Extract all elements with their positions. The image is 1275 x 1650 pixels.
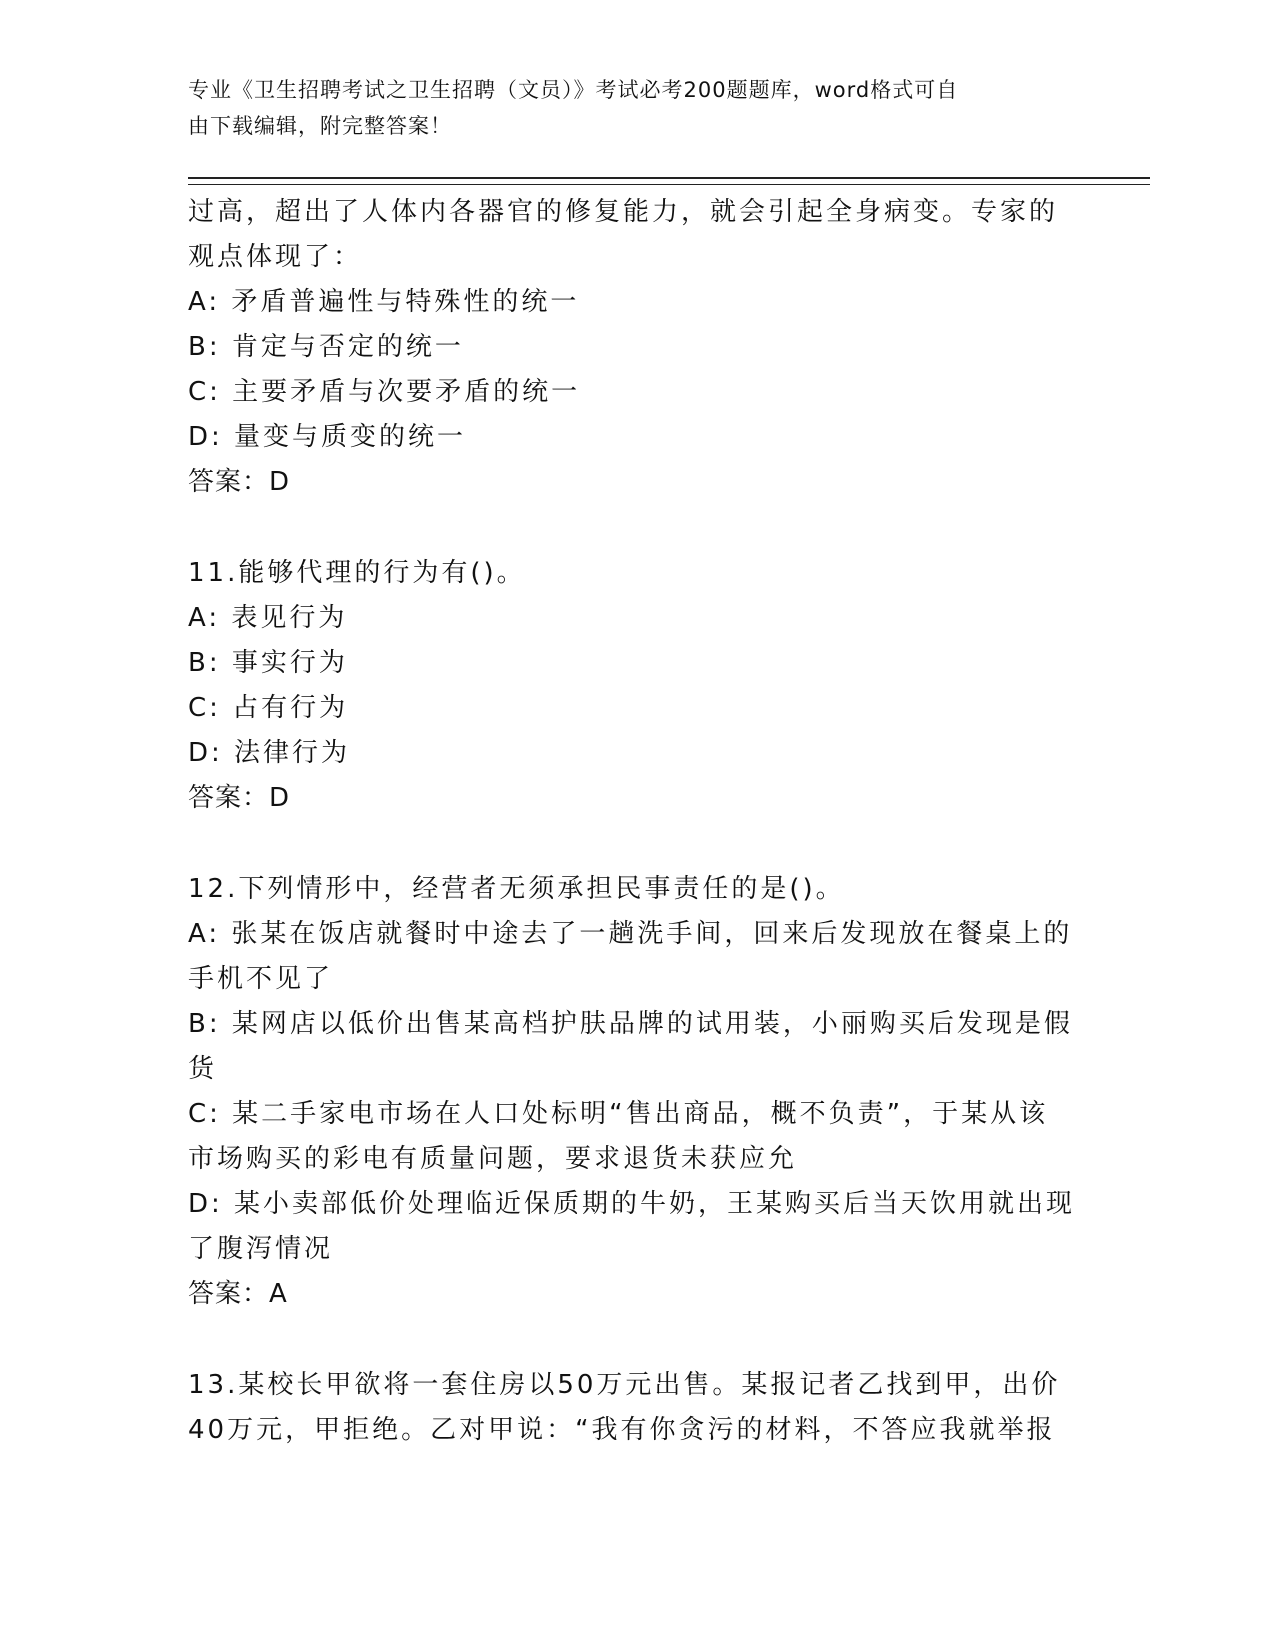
question-13	[188, 1363, 1078, 1453]
question-12	[188, 867, 1078, 1317]
header-title-line-2: 由下载编辑，附完整答案！	[188, 114, 452, 138]
option-b: B: 事实行为	[188, 648, 348, 678]
question-11	[188, 551, 1078, 821]
question-stem: 40万元，甲拒绝。乙对甲说：“我有你贪污的材料，不答应我就举报	[188, 1415, 1056, 1445]
question-list	[188, 190, 1078, 1453]
answer-label: 答案：D	[188, 783, 291, 813]
option-d-continued: 了腹泻情况	[188, 1234, 334, 1264]
question-10	[188, 190, 1078, 505]
question-stem: 过高，超出了人体内各器官的修复能力，就会引起全身病变。专家的	[188, 197, 1059, 227]
question-stem: 13.某校长甲欲将一套住房以50万元出售。某报记者乙找到甲，出价	[188, 1370, 1061, 1400]
option-b: B: 肯定与否定的统一	[188, 332, 464, 362]
header-divider-thin	[188, 184, 1150, 185]
option-a: A: 矛盾普遍性与特殊性的统一	[188, 287, 580, 317]
option-c: C: 某二手家电市场在人口处标明“售出商品，概不负责”，于某从该	[188, 1099, 1049, 1129]
option-c: C: 主要矛盾与次要矛盾的统一	[188, 377, 581, 407]
option-a: A: 表见行为	[188, 603, 348, 633]
question-stem: 观点体现了：	[188, 242, 363, 272]
question-stem: 11.能够代理的行为有()。	[188, 558, 526, 588]
question-spacer	[188, 1317, 1078, 1363]
option-c-continued: 市场购买的彩电有质量问题，要求退货未获应允	[188, 1144, 798, 1174]
option-a-continued: 手机不见了	[188, 964, 334, 994]
option-a: A: 张某在饭店就餐时中途去了一趟洗手间，回来后发现放在餐桌上的	[188, 919, 1073, 949]
answer-label: 答案：D	[188, 467, 291, 497]
option-d: D: 法律行为	[188, 738, 351, 768]
document-header	[188, 72, 1068, 144]
option-d: D: 某小卖部低价处理临近保质期的牛奶，王某购买后当天饮用就出现	[188, 1189, 1076, 1219]
question-spacer	[188, 821, 1078, 867]
option-b: B: 某网店以低价出售某高档护肤品牌的试用装，小丽购买后发现是假	[188, 1009, 1073, 1039]
header-divider-thick	[188, 177, 1150, 179]
question-stem: 12.下列情形中，经营者无须承担民事责任的是()。	[188, 874, 845, 904]
question-spacer	[188, 505, 1078, 551]
option-d: D: 量变与质变的统一	[188, 422, 467, 452]
option-b-continued: 货	[188, 1054, 218, 1084]
header-title-line-1: 专业《卫生招聘考试之卫生招聘（文员）》考试必考200题题库，word格式可自	[188, 78, 959, 102]
answer-label: 答案：A	[188, 1279, 288, 1309]
option-c: C: 占有行为	[188, 693, 349, 723]
